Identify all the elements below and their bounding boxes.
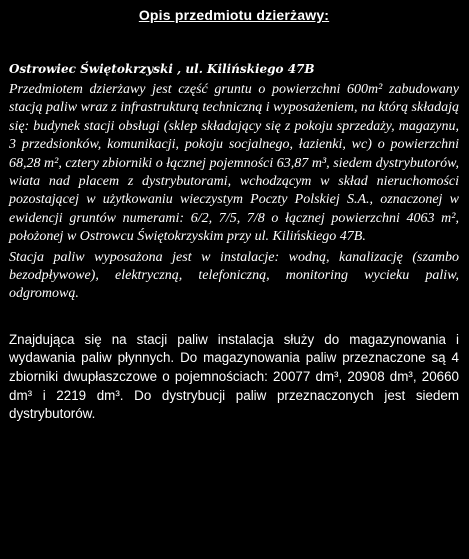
description-paragraph-1: Przedmiotem dzierżawy jest część gruntu o powierzchni 600m² zabudowany stacją paliw wraz z infrastrukturą techniczną i wyposażeniem, na którą składają się: budynek stacji obsługi (sklep składający się z pokoju sprzedaży, magazynu, 3 przedsionków, komunikacji, pokoju socjalnego, łazienki, wc) o powierzchni 68,28 m², cztery zbiorniki o łącznej pojemności 63,87 m³, siedem dystrybutorów, wiata nad placem z dystrybutorami, wchodzącym w skład nieruchomości pozostającej w użytkowaniu wieczystym Poczty Polskiej S.A., oznaczonej w ewidencji gruntów numerami: 6/2, 7/5, 7/8 o łącznej powierzchni 4063 m², położonej w Ostrowcu Świętokrzyskim przy ul. Kilińskiego 47B. <box>9 82 459 245</box>
description-paragraph-3: Znajdująca się na stacji paliw instalacja służy do magazynowania i wydawania paliw płynnych. Do magazynowania paliw przeznaczone są 4 zbiorniki dwupłaszczowe o pojemnościach: 20077 dm³, 20908 dm³, 20660 dm³ i 2219 dm³. Do dystrybucji paliw przeznaczonych jest siedem dystrybutorów. <box>9 331 459 422</box>
location-title: Ostrowiec Świętokrzyski , ul. Kilińskiego 47B <box>9 62 315 76</box>
description-paragraph-2: Stacja paliw wyposażona jest w instalacje: wodną, kanalizację (szambo bezodpływowe), elektryczną, telefoniczną, monitoring wycieku paliw, odgromową. <box>9 249 459 302</box>
section-heading: Opis przedmiotu dzierżawy: <box>138 7 330 23</box>
